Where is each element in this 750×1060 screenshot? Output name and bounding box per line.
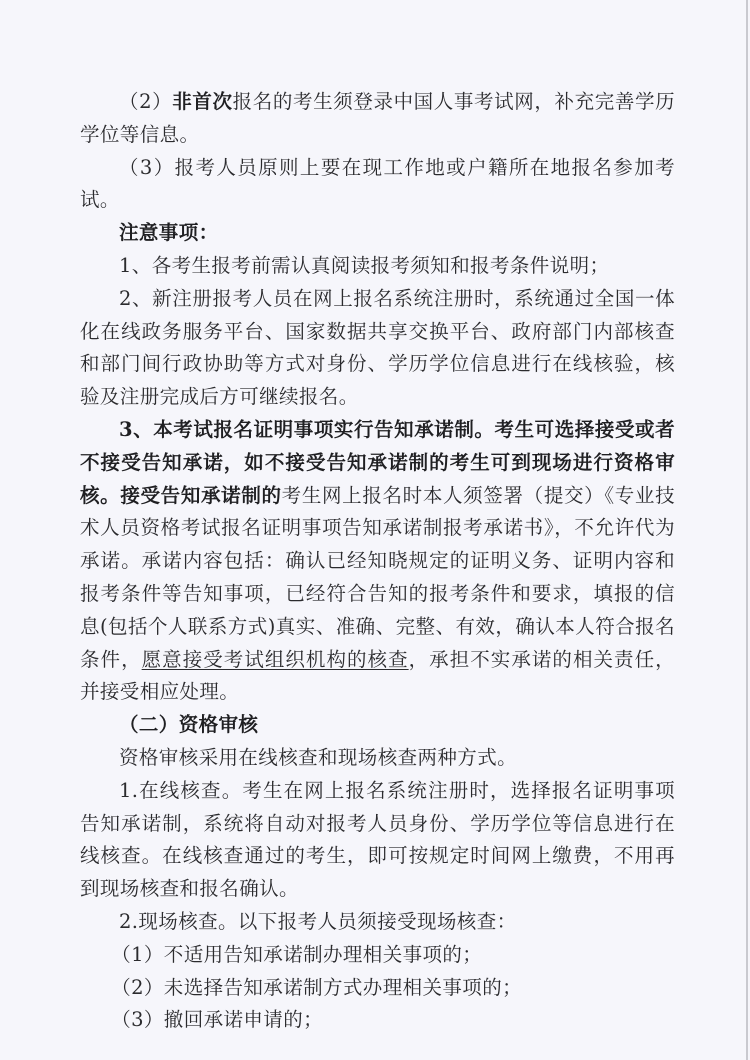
paragraph-note-2: [80, 283, 675, 414]
text-segment: 2.现场核查。以下报考人员须接受现场核查：: [119, 909, 517, 933]
text-segment: （2）: [119, 90, 173, 113]
text-segment: 资格审核采用在线核查和现场核查两种方式。: [119, 745, 518, 769]
text-segment: 1.在线核查。考生在网上报名系统注册时，选择报名证明事项告知承诺制，系统将自动对报考人员身份、学历学位等信息进行在线核查。在线核查通过的考生，即可按规定时间网上缴费，不用再到现场核查和报名确认。: [80, 778, 675, 901]
text-segment: 报名的考生须登录中国人事考试网，补充完善学历学位等信息。: [80, 90, 675, 146]
bold-text-segment: 注意事项：: [119, 221, 219, 245]
paragraph-review-intro: [80, 742, 675, 775]
text-segment: 考生网上报名时本人须签署（提交）《专业技术人员资格考试报名证明事项告知承诺制报考承诺书》，不允许代为承诺。承诺内容包括：确认已经知晓规定的证明义务、证明内容和报考条件等告知事项，已经符合告知的报考条件和要求，填报的信息(包括个人联系方式)真实、准确、完整、有效，确认本人符合报名条件，: [80, 483, 675, 671]
paragraph-registration-item-3: [80, 152, 675, 218]
text-segment: 2、新注册报考人员在网上报名系统注册时，系统通过全国一体化在线政务服务平台、国家数据共享交换平台、政府部门内部核查和部门间行政协助等方式对身份、学历学位信息进行在线核验，核验及注册完成后方可继续报名。: [80, 286, 675, 409]
text-segment: （3）报考人员原则上要在现工作地或户籍所在地报名参加考试。: [80, 155, 675, 212]
onsite-case-3: [80, 1004, 675, 1037]
paragraph-onsite-review: [80, 906, 675, 939]
underlined-text-segment: 愿意接受考试组织机构的核查: [141, 647, 409, 671]
text-segment: ，承担不实承诺的相关责任，并接受相应处理。: [80, 647, 676, 704]
text-segment: （2）未选择告知承诺制方式办理相关事项的；: [111, 975, 522, 999]
paragraph-note-1: [80, 250, 675, 283]
document-body: [80, 86, 675, 1037]
paragraph-note-3: [80, 414, 675, 709]
text-segment: （1）不适用告知承诺制办理相关事项的；: [111, 942, 483, 966]
text-segment: （3）撤回承诺申请的；: [111, 1008, 323, 1032]
paragraph-registration-item-2: [80, 86, 675, 152]
onsite-case-1: [80, 939, 675, 972]
bold-text-segment: 3、本考试报名证明事项实行告知承诺制。考生可选择接受或者不接受告知承诺，如不接受告知承诺制的考生可到现场进行资格审核。接受告知承诺制的: [80, 417, 675, 507]
section-heading-qualification-review: [80, 709, 675, 742]
bold-text-segment: （二）资格审核: [119, 713, 259, 737]
paragraph-online-review: [80, 775, 675, 906]
notes-heading: [80, 217, 675, 250]
text-segment: 1、各考生报考前需认真阅读报考须知和报考条件说明；: [119, 253, 610, 277]
bold-text-segment: 非首次: [172, 90, 233, 113]
onsite-case-2: [80, 972, 675, 1005]
